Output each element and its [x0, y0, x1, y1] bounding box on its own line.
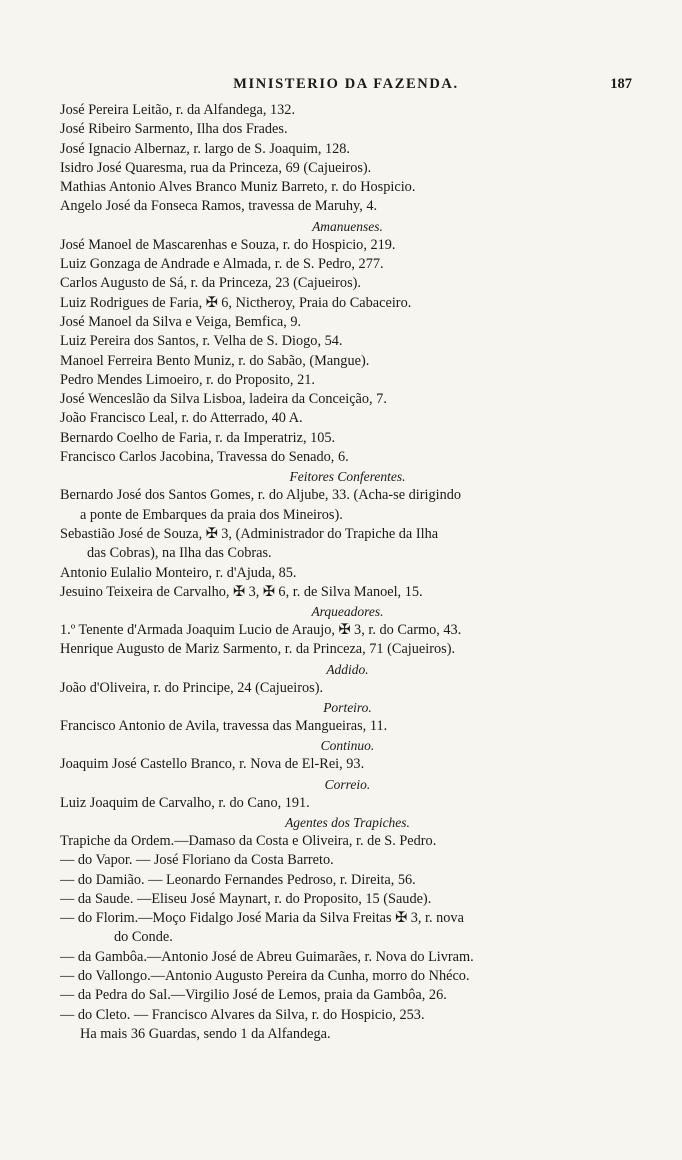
page-title: MINISTERIO DA FAZENDA. [233, 76, 459, 92]
entry-line: Francisco Antonio de Avila, travessa das Mangueiras, 11. [60, 718, 388, 735]
entry-line: 1.º Tenente d'Armada Joaquim Lucio de Araujo, ✠ 3, r. do Carmo, 43. [60, 622, 462, 639]
document-body [60, 101, 635, 1044]
entry-line: Bernardo José dos Santos Gomes, r. do Aljube, 33. (Acha-se dirigindo [60, 487, 462, 504]
entry-line: Jesuino Teixeira de Carvalho, ✠ 3, ✠ 6, r. de Silva Manoel, 15. [60, 583, 423, 600]
entry-line: João d'Oliveira, r. do Principe, 24 (Cajueiros). [60, 679, 324, 696]
entry-line: Antonio Eulalio Monteiro, r. d'Ajuda, 85. [60, 564, 297, 581]
section-heading: Porteiro. [323, 700, 372, 716]
entry-line: Luiz Rodrigues de Faria, ✠ 6, Nictheroy, Praia do Cabaceiro. [60, 294, 412, 311]
entry-line: das Cobras), na Ilha das Cobras. [87, 545, 272, 562]
page-header [60, 76, 632, 96]
entry-line: Luiz Gonzaga de Andrade e Almada, r. de S. Pedro, 277. [60, 256, 384, 273]
entry-line: Bernardo Coelho de Faria, r. da Imperatriz, 105. [60, 429, 336, 446]
entry-line: José Pereira Leitão, r. da Alfandega, 132. [60, 102, 296, 118]
entry-line: José Ignacio Albernaz, r. largo de S. Joaquim, 128. [60, 140, 350, 157]
section-heading: Arqueadores. [311, 604, 384, 620]
entry-line: — do Florim.—Moço Fidalgo José Maria da Silva Freitas ✠ 3, r. nova [60, 910, 464, 927]
section-heading: Amanuenses. [312, 218, 383, 234]
entry-line: — do Vapor. — José Floriano da Costa Barreto. [60, 852, 334, 869]
entry-line: João Francisco Leal, r. do Atterrado, 40 A. [60, 410, 303, 427]
section-heading: Correio. [324, 776, 371, 792]
entry-line: — do Cleto. — Francisco Alvares da Silva, r. do Hospicio, 253. [60, 1006, 425, 1023]
entry-line: Francisco Carlos Jacobina, Travessa do Senado, 6. [60, 449, 349, 466]
entry-line: José Manoel de Mascarenhas e Souza, r. do Hospicio, 219. [60, 236, 396, 253]
entry-line: Mathias Antonio Alves Branco Muniz Barreto, r. do Hospicio. [60, 179, 416, 196]
entry-line: José Ribeiro Sarmento, Ilha dos Frades. [60, 121, 288, 138]
entry-line: Angelo José da Fonseca Ramos, travessa de Maruhy, 4. [60, 198, 378, 215]
page-number: 187 [610, 76, 632, 92]
entry-line: — do Vallongo.—Antonio Augusto Pereira da Cunha, morro do Nhéco. [60, 967, 470, 984]
section-heading: Continuo. [320, 738, 375, 754]
entry-line: Luiz Pereira dos Santos, r. Velha de S. Diogo, 54. [60, 333, 343, 350]
entry-line: a ponte de Embarques da praia dos Mineiros). [80, 506, 343, 523]
entry-line: Pedro Mendes Limoeiro, r. do Proposito, 21. [60, 371, 315, 388]
entry-line: Isidro José Quaresma, rua da Princeza, 69 (Cajueiros). [60, 159, 372, 176]
entry-line: — da Pedra do Sal.—Virgilio José de Lemos, praia da Gambôa, 26. [60, 987, 447, 1004]
entry-line: Ha mais 36 Guardas, sendo 1 da Alfandega. [80, 1025, 331, 1042]
section-heading: Addido. [326, 661, 369, 677]
entry-line: José Wenceslão da Silva Lisboa, ladeira da Conceição, 7. [60, 391, 387, 408]
entry-line: Henrique Augusto de Mariz Sarmento, r. da Princeza, 71 (Cajueiros). [60, 641, 456, 658]
entry-line: Sebastião José de Souza, ✠ 3, (Administrador do Trapiche da Ilha [60, 525, 439, 542]
entry-line: José Manoel da Silva e Veiga, Bemfica, 9. [60, 313, 302, 330]
entry-line: — do Damião. — Leonardo Fernandes Pedroso, r. Direita, 56. [60, 871, 416, 888]
section-heading: Agentes dos Trapiches. [285, 814, 410, 830]
entry-line: Joaquim José Castello Branco, r. Nova de El-Rei, 93. [60, 756, 365, 773]
entry-line: do Conde. [114, 929, 173, 946]
entry-line: Manoel Ferreira Bento Muniz, r. do Sabão, (Mangue). [60, 352, 370, 369]
entry-line: — da Gambôa.—Antonio José de Abreu Guimarães, r. Nova do Livram. [60, 948, 474, 965]
entry-line: Luiz Joaquim de Carvalho, r. do Cano, 191. [60, 794, 310, 811]
section-heading: Feitores Conferentes. [289, 469, 406, 485]
entry-line: Trapiche da Ordem.—Damaso da Costa e Oliveira, r. de S. Pedro. [60, 832, 437, 849]
entry-line: — da Saude. —Eliseu José Maynart, r. do Proposito, 15 (Saude). [60, 890, 432, 907]
entry-line: Carlos Augusto de Sá, r. da Princeza, 23 (Cajueiros). [60, 275, 361, 292]
